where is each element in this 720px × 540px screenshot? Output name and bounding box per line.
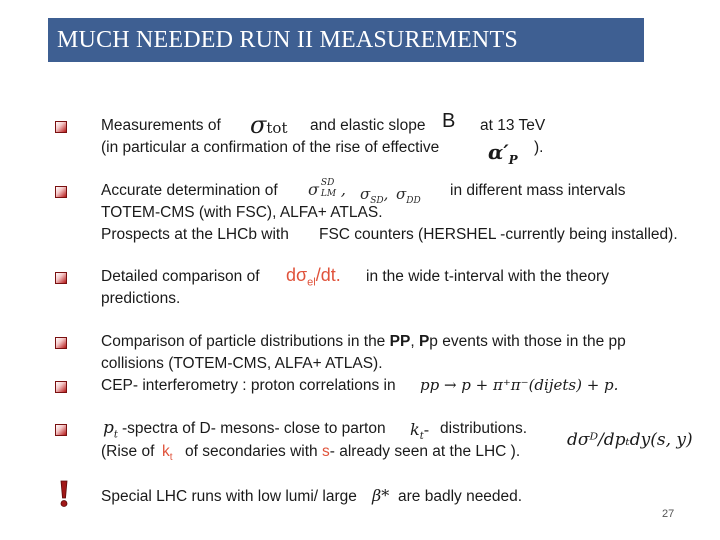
item-2-text-c: TOTEM-CMS (with FSC), ALFA+ ATLAS. xyxy=(101,204,383,221)
page-title: MUCH NEEDED RUN II MEASUREMENTS xyxy=(57,27,518,53)
item-7-text-b: are badly needed. xyxy=(398,488,523,505)
dsigma-symbol: $d\sigma_{el}/dt$. xyxy=(286,265,341,289)
item-6-text-d: of secondaries with s- already seen at the LHC ). xyxy=(185,443,521,460)
alpha-symbol: $\alpha'_P$ xyxy=(488,140,518,167)
page-number: 27 xyxy=(662,508,675,520)
bullet-icon xyxy=(55,337,69,349)
item-2-text: Accurate determination of xyxy=(101,182,278,199)
bullet-icon xyxy=(55,186,69,198)
sigma-dd-symbol: $\sigma_{DD}$ xyxy=(396,185,421,206)
item-4-text: Comparison of particle distributions in the PP, Pp events with those in the pp xyxy=(101,333,626,350)
title-bar xyxy=(48,18,644,62)
pt-symbol: $p_t$ xyxy=(103,418,118,441)
item-2-text-b: in different mass intervals xyxy=(450,182,626,199)
item-6-text-c: (Rise of xyxy=(101,443,155,460)
item-3-text-b: in the wide t-interval with the theory xyxy=(366,268,609,285)
item-4-text-c: collisions (TOTEM-CMS, ALFA+ ATLAS). xyxy=(101,355,383,372)
item-7-text: Special LHC runs with low lumi/ large xyxy=(101,488,357,505)
cep-formula: pp → p + π⁺π⁻(dijets) + p. xyxy=(420,376,619,394)
item-1-text-d: (in particular a confirmation of the rise of effective xyxy=(101,139,440,156)
item-2-text-d: Prospects at the LHCb with xyxy=(101,226,289,243)
item-1-text-c: at 13 TeV xyxy=(480,117,546,134)
item-1-text-e: ). xyxy=(534,139,544,156)
item-6-text-b: distributions. xyxy=(440,420,528,437)
sigma-sd-symbol: $\sigma_{SD}$, xyxy=(360,185,389,206)
bullet-icon xyxy=(55,272,69,284)
slope-symbol: B xyxy=(442,110,456,132)
item-5-text: CEP- interferometry : proton correlations in xyxy=(101,377,396,394)
item-6-text: -spectra of D- mesons- close to parton xyxy=(122,420,386,437)
bullet-icon xyxy=(55,424,69,436)
beta-symbol: β* xyxy=(372,486,390,505)
sigma-lm-symbol: σ SD LM , xyxy=(308,178,347,199)
item-3-text-c: predictions. xyxy=(101,290,181,307)
kt-symbol: $k_t-$ xyxy=(410,420,430,443)
cross-section-formula: dσᴰ/dpₜdy(s, y) xyxy=(567,430,693,450)
item-1-text-b: and elastic slope xyxy=(310,117,426,134)
kt-red-symbol: $k_t$ xyxy=(162,443,173,464)
item-3-text: Detailed comparison of xyxy=(101,268,260,285)
bullet-icon xyxy=(55,121,69,133)
item-1-text: Measurements of xyxy=(101,117,221,134)
bullet-icon xyxy=(55,381,69,393)
item-2-text-e: FSC counters (HERSHEL -currently being installed). xyxy=(319,226,678,243)
exclamation-icon xyxy=(60,480,68,508)
sigma-symbol: σtot xyxy=(250,111,288,139)
